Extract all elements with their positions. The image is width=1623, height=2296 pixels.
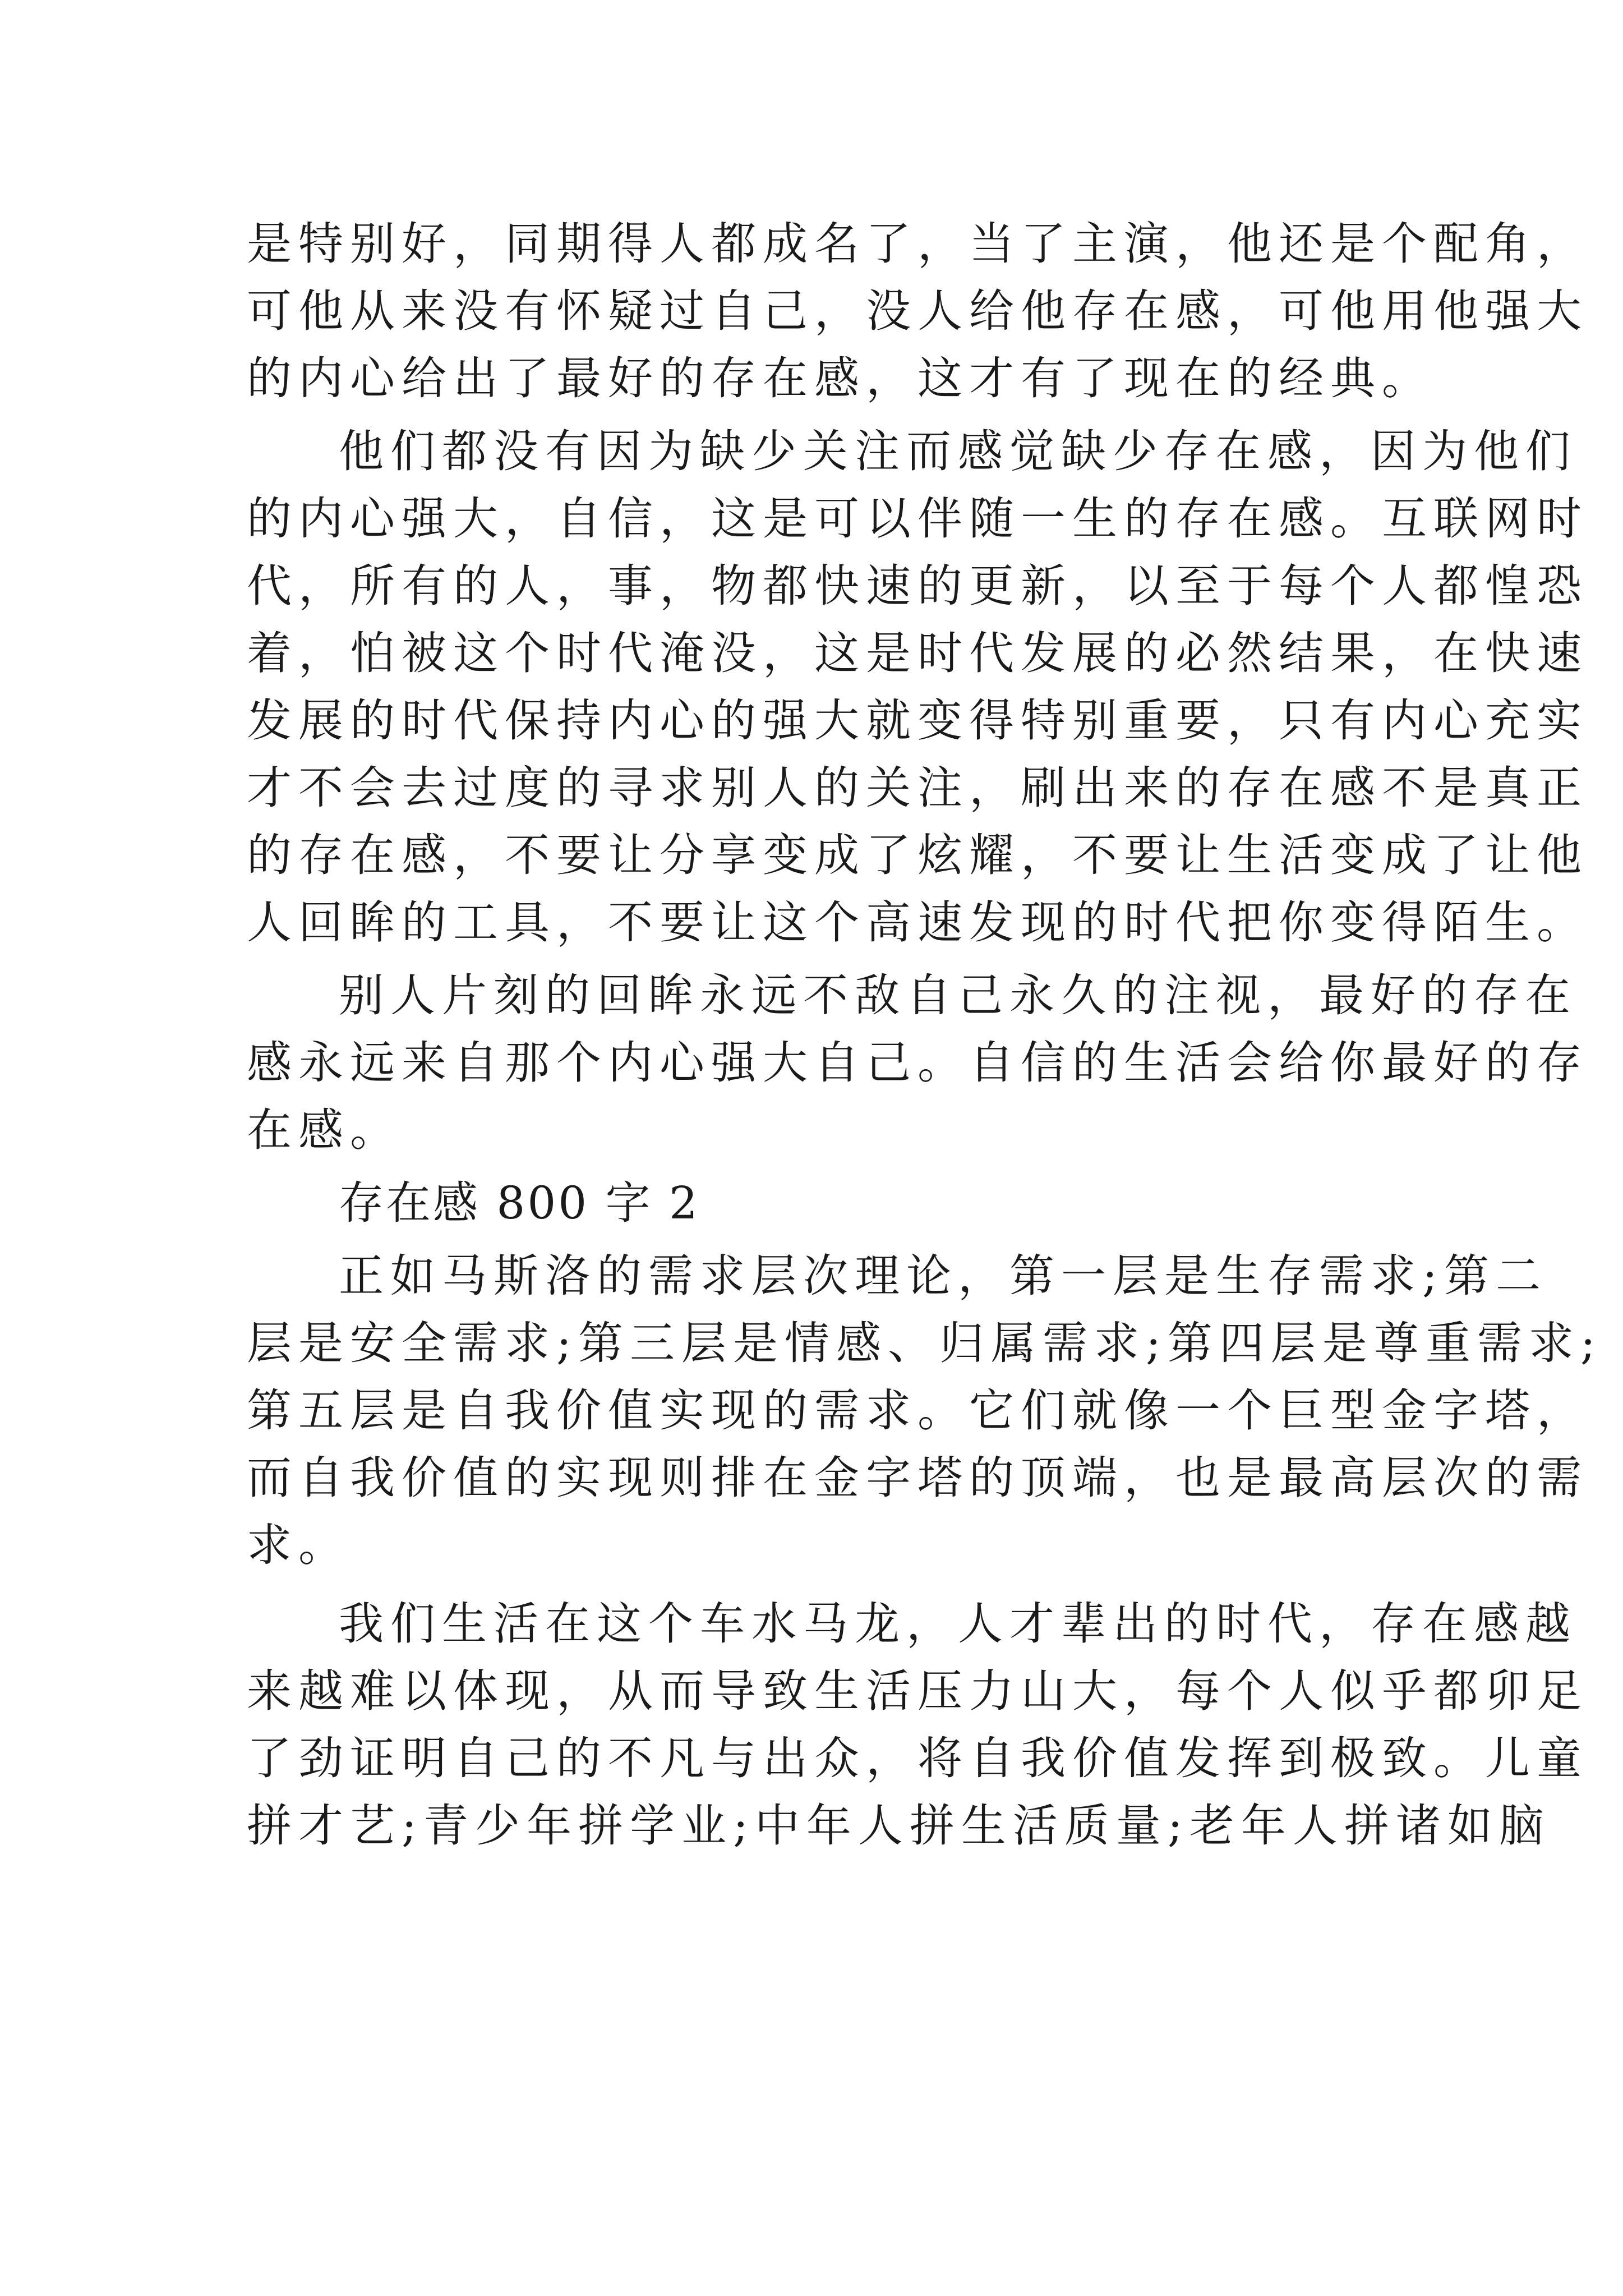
text-line: 拼才艺;青少年拼学业;中年人拼生活质量;老年人拼诸如脑: [247, 1800, 1551, 1852]
text-line: 感永远来自那个内心强大自己。自信的生活会给你最好的存: [247, 1037, 1588, 1089]
text-line: 的存在感，不要让分享变成了炫耀，不要让生活变成了让他: [247, 829, 1588, 881]
text-line: 的内心给出了最好的存在感，这才有了现在的经典。: [247, 352, 1433, 404]
text-line: 而自我价值的实现则排在金字塔的顶端，也是最高层次的需: [247, 1452, 1588, 1504]
paragraph-5: [247, 1590, 1588, 1860]
text-line: 人回眸的工具，不要让这个高速发现的时代把你变得陌生。: [247, 896, 1588, 949]
text-line: 才不会去过度的寻求别人的关注，刷出来的存在感不是真正: [247, 762, 1588, 814]
text-line: 着，怕被这个时代淹没，这是时代发展的必然结果，在快速: [247, 627, 1588, 679]
text-line: 的内心强大，自信，这是可以伴随一生的存在感。互联网时: [247, 493, 1588, 545]
document-body: [247, 210, 1602, 1860]
paragraph-1: [247, 210, 1588, 412]
text-line: 来越难以体现，从而导致生活压力山大，每个人似乎都卯足: [247, 1665, 1588, 1717]
text-line: 是特别好，同期得人都成名了，当了主演，他还是个配角，: [247, 218, 1588, 270]
text-line: 发展的时代保持内心的强大就变得特别重要，只有内心充实: [247, 694, 1588, 747]
paragraph-4: [247, 1243, 1602, 1579]
text-line: 第五层是自我价值实现的需求。它们就像一个巨型金字塔，: [247, 1384, 1588, 1437]
text-line: 代，所有的人，事，物都快速的更新，以至于每个人都惶恐: [247, 560, 1588, 612]
section-heading: [247, 1170, 1396, 1237]
text-line: 可他从来没有怀疑过自己，没人给他存在感，可他用他强大: [247, 285, 1588, 337]
text-line: 他们都没有因为缺少关注而感觉缺少存在感，因为他们: [339, 425, 1577, 477]
text-line: 正如马斯洛的需求层次理论，第一层是生存需求;第二: [339, 1250, 1547, 1302]
text-line: 求。: [247, 1519, 350, 1571]
heading-text: 存在感 800 字 2: [339, 1177, 700, 1229]
paragraph-3: [247, 962, 1588, 1164]
text-line: 别人片刻的回眸永远不敌自己永久的注视，最好的存在: [339, 969, 1577, 1022]
text-line: 层是安全需求;第三层是情感、归属需求;第四层是尊重需求;: [247, 1317, 1602, 1369]
text-line: 我们生活在这个车水马龙，人才辈出的时代，存在感越: [339, 1598, 1577, 1650]
text-line: 在感。: [247, 1104, 402, 1156]
text-line: 了劲证明自己的不凡与出众，将自我价值发挥到极致。儿童: [247, 1732, 1588, 1784]
paragraph-2: [247, 418, 1588, 956]
